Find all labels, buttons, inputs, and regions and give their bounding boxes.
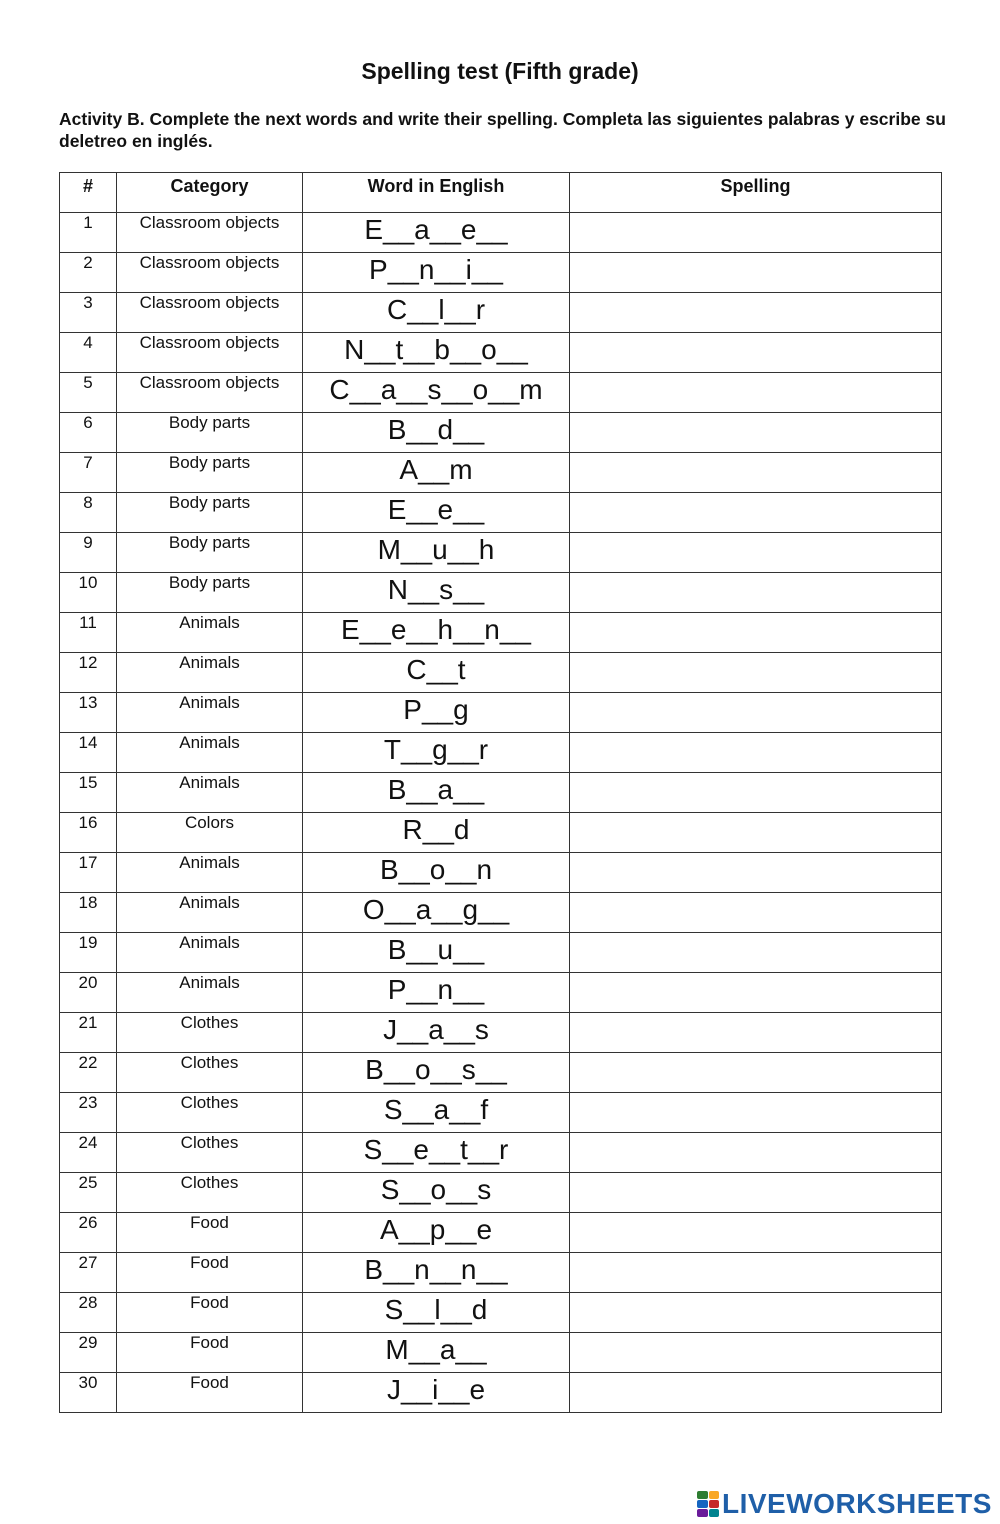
table-row	[60, 533, 942, 573]
row-word-puzzle: P__n__	[303, 973, 570, 1013]
row-category: Clothes	[117, 1013, 303, 1053]
table-row	[60, 933, 942, 973]
row-spelling-answer[interactable]	[570, 373, 942, 413]
row-spelling-answer[interactable]	[570, 653, 942, 693]
logo-mark-tile	[709, 1491, 720, 1499]
row-word-puzzle: S__e__t__r	[303, 1133, 570, 1173]
row-category: Animals	[117, 613, 303, 653]
row-number: 4	[60, 333, 117, 373]
row-number: 20	[60, 973, 117, 1013]
row-number: 3	[60, 293, 117, 333]
row-category: Body parts	[117, 573, 303, 613]
row-category: Classroom objects	[117, 213, 303, 253]
row-number: 5	[60, 373, 117, 413]
row-number: 18	[60, 893, 117, 933]
table-row	[60, 1333, 942, 1373]
table-row	[60, 653, 942, 693]
row-category: Classroom objects	[117, 373, 303, 413]
row-number: 10	[60, 573, 117, 613]
row-word-puzzle: J__i__e	[303, 1373, 570, 1413]
row-category: Animals	[117, 853, 303, 893]
row-word-puzzle: B__a__	[303, 773, 570, 813]
table-row	[60, 213, 942, 253]
row-spelling-answer[interactable]	[570, 493, 942, 533]
table-row	[60, 1093, 942, 1133]
table-row	[60, 1173, 942, 1213]
row-spelling-answer[interactable]	[570, 613, 942, 653]
table-row	[60, 813, 942, 853]
logo-text: LIVEWORKSHEETS	[722, 1488, 992, 1519]
row-number: 2	[60, 253, 117, 293]
row-spelling-answer[interactable]	[570, 1373, 942, 1413]
table-row	[60, 1373, 942, 1413]
logo-mark-tile	[697, 1491, 708, 1499]
row-number: 9	[60, 533, 117, 573]
row-category: Clothes	[117, 1133, 303, 1173]
table-row	[60, 1253, 942, 1293]
row-word-puzzle: E__e__	[303, 493, 570, 533]
row-spelling-answer[interactable]	[570, 813, 942, 853]
row-spelling-answer[interactable]	[570, 533, 942, 573]
row-word-puzzle: C__l__r	[303, 293, 570, 333]
row-category: Food	[117, 1373, 303, 1413]
row-spelling-answer[interactable]	[570, 213, 942, 253]
row-word-puzzle: R__d	[303, 813, 570, 853]
activity-instructions: Activity B. Complete the next words and write their spelling. Completa las siguientes palabras y escribe su deletreo en inglés.	[59, 109, 946, 151]
table-row	[60, 1293, 942, 1333]
row-category: Animals	[117, 973, 303, 1013]
row-category: Clothes	[117, 1053, 303, 1093]
row-spelling-answer[interactable]	[570, 893, 942, 933]
row-number: 13	[60, 693, 117, 733]
row-category: Animals	[117, 933, 303, 973]
table-row	[60, 373, 942, 413]
row-spelling-answer[interactable]	[570, 333, 942, 373]
row-category: Classroom objects	[117, 293, 303, 333]
table-row	[60, 1213, 942, 1253]
row-word-puzzle: M__u__h	[303, 533, 570, 573]
row-number: 21	[60, 1013, 117, 1053]
header-number: #	[60, 173, 117, 213]
table-row	[60, 973, 942, 1013]
row-number: 22	[60, 1053, 117, 1093]
row-category: Body parts	[117, 453, 303, 493]
row-word-puzzle: O__a__g__	[303, 893, 570, 933]
row-number: 12	[60, 653, 117, 693]
table-row	[60, 733, 942, 773]
row-category: Classroom objects	[117, 253, 303, 293]
table-row	[60, 1013, 942, 1053]
row-number: 26	[60, 1213, 117, 1253]
row-spelling-answer[interactable]	[570, 693, 942, 733]
logo-mark-tile	[709, 1509, 720, 1517]
row-word-puzzle: E__e__h__n__	[303, 613, 570, 653]
row-spelling-answer[interactable]	[570, 1333, 942, 1373]
table-row	[60, 773, 942, 813]
row-spelling-answer[interactable]	[570, 1173, 942, 1213]
row-word-puzzle: B__n__n__	[303, 1253, 570, 1293]
row-word-puzzle: P__g	[303, 693, 570, 733]
row-spelling-answer[interactable]	[570, 413, 942, 453]
liveworksheets-logo	[697, 1487, 992, 1521]
row-number: 16	[60, 813, 117, 853]
row-category: Classroom objects	[117, 333, 303, 373]
row-spelling-answer[interactable]	[570, 973, 942, 1013]
table-row	[60, 693, 942, 733]
row-word-puzzle: B__o__n	[303, 853, 570, 893]
row-number: 17	[60, 853, 117, 893]
row-word-puzzle: E__a__e__	[303, 213, 570, 253]
row-spelling-answer[interactable]	[570, 293, 942, 333]
row-word-puzzle: P__n__i__	[303, 253, 570, 293]
row-spelling-answer[interactable]	[570, 1053, 942, 1093]
row-category: Clothes	[117, 1173, 303, 1213]
row-word-puzzle: J__a__s	[303, 1013, 570, 1053]
row-word-puzzle: T__g__r	[303, 733, 570, 773]
row-number: 25	[60, 1173, 117, 1213]
row-spelling-answer[interactable]	[570, 1253, 942, 1293]
logo-mark-tile	[697, 1509, 708, 1517]
row-number: 8	[60, 493, 117, 533]
row-number: 15	[60, 773, 117, 813]
logo-mark-tile	[697, 1500, 708, 1508]
table-row	[60, 1133, 942, 1173]
row-number: 30	[60, 1373, 117, 1413]
row-category: Colors	[117, 813, 303, 853]
row-spelling-answer[interactable]	[570, 933, 942, 973]
row-category: Clothes	[117, 1093, 303, 1133]
row-spelling-answer[interactable]	[570, 773, 942, 813]
liveworksheets-logo-icon	[697, 1491, 719, 1517]
row-number: 1	[60, 213, 117, 253]
row-spelling-answer[interactable]	[570, 1013, 942, 1053]
header-category: Category	[117, 173, 303, 213]
header-spelling: Spelling	[570, 173, 942, 213]
row-category: Food	[117, 1213, 303, 1253]
row-word-puzzle: B__o__s__	[303, 1053, 570, 1093]
row-category: Animals	[117, 733, 303, 773]
table-row	[60, 453, 942, 493]
table-row	[60, 413, 942, 453]
row-word-puzzle: M__a__	[303, 1333, 570, 1373]
table-row	[60, 253, 942, 293]
row-word-puzzle: B__u__	[303, 933, 570, 973]
row-spelling-answer[interactable]	[570, 1093, 942, 1133]
row-word-puzzle: C__a__s__o__m	[303, 373, 570, 413]
row-category: Body parts	[117, 493, 303, 533]
header-word: Word in English	[303, 173, 570, 213]
row-word-puzzle: N__s__	[303, 573, 570, 613]
row-spelling-answer[interactable]	[570, 733, 942, 773]
row-category: Animals	[117, 773, 303, 813]
row-category: Animals	[117, 893, 303, 933]
table-row	[60, 293, 942, 333]
row-category: Food	[117, 1333, 303, 1373]
row-word-puzzle: N__t__b__o__	[303, 333, 570, 373]
table-row	[60, 1053, 942, 1093]
row-spelling-answer[interactable]	[570, 1293, 942, 1333]
table-row	[60, 333, 942, 373]
row-spelling-answer[interactable]	[570, 453, 942, 493]
row-category: Food	[117, 1253, 303, 1293]
row-number: 6	[60, 413, 117, 453]
row-category: Body parts	[117, 533, 303, 573]
table-row	[60, 853, 942, 893]
row-number: 11	[60, 613, 117, 653]
row-word-puzzle: B__d__	[303, 413, 570, 453]
row-number: 24	[60, 1133, 117, 1173]
row-word-puzzle: A__p__e	[303, 1213, 570, 1253]
table-row	[60, 613, 942, 653]
row-word-puzzle: S__l__d	[303, 1293, 570, 1333]
row-category: Body parts	[117, 413, 303, 453]
row-word-puzzle: S__o__s	[303, 1173, 570, 1213]
table-row	[60, 893, 942, 933]
row-number: 7	[60, 453, 117, 493]
row-number: 27	[60, 1253, 117, 1293]
page-title: Spelling test (Fifth grade)	[361, 58, 639, 84]
row-number: 23	[60, 1093, 117, 1133]
row-category: Animals	[117, 653, 303, 693]
logo-mark-tile	[709, 1500, 720, 1508]
table-row	[60, 493, 942, 533]
row-spelling-answer[interactable]	[570, 1213, 942, 1253]
row-word-puzzle: C__t	[303, 653, 570, 693]
row-number: 28	[60, 1293, 117, 1333]
row-word-puzzle: S__a__f	[303, 1093, 570, 1133]
spelling-table	[59, 172, 942, 1413]
row-number: 19	[60, 933, 117, 973]
row-category: Food	[117, 1293, 303, 1333]
row-spelling-answer[interactable]	[570, 253, 942, 293]
row-word-puzzle: A__m	[303, 453, 570, 493]
table-header-row	[60, 173, 942, 213]
row-spelling-answer[interactable]	[570, 1133, 942, 1173]
row-spelling-answer[interactable]	[570, 573, 942, 613]
row-category: Animals	[117, 693, 303, 733]
row-spelling-answer[interactable]	[570, 853, 942, 893]
row-number: 29	[60, 1333, 117, 1373]
table-row	[60, 573, 942, 613]
row-number: 14	[60, 733, 117, 773]
